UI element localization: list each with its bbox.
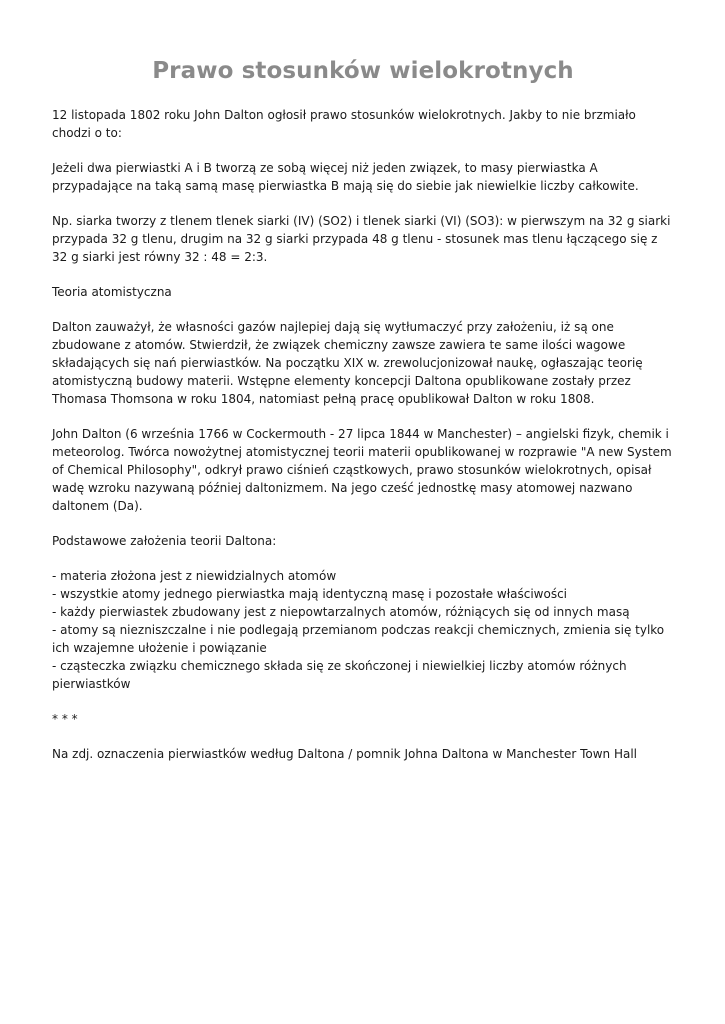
assumptions-heading: Podstawowe założenia teorii Daltona: <box>52 534 277 548</box>
list-item: - każdy pierwiastek zbudowany jest z niepowtarzalnych atomów, różniących się od innych masą <box>52 605 630 619</box>
paragraph-gap <box>52 266 674 283</box>
photo-caption: Na zdj. oznaczenia pierwiastków według Daltona / pomnik Johna Daltona w Manchester Town Hall <box>52 747 637 761</box>
paragraph-gap <box>52 142 674 159</box>
theory-paragraph: Dalton zauważył, że własności gazów najlepiej dają się wytłumaczyć przy założeniu, iż są one zbudowane z atomów. Stwierdził, że związek chemiczny zawsze zawiera te same ilości wagowe składających się nań pierwiastków. Na początku XIX w. zrewolucjonizował naukę, ogłaszając teorię atomistyczną budowy materii. Wstępne elementy koncepcji Daltona opublikowane zostały przez Thomasa Thomsona w roku 1804, natomiast pełną pracę opublikował Dalton w roku 1808. <box>52 320 643 406</box>
paragraph-gap <box>52 301 674 318</box>
section-heading: Teoria atomistyczna <box>52 285 172 299</box>
example-paragraph: Np. siarka tworzy z tlenem tlenek siarki (IV) (SO2) i tlenek siarki (VI) (SO3): w pierwszym na 32 g siarki przypada 32 g tlenu, drugim na 32 g siarki przypada 48 g tlenu - stosunek mas tlenu łączącego się z 32 g siarki jest równy 32 : 48 = 2:3. <box>52 214 671 264</box>
paragraph-gap <box>52 728 674 745</box>
list-item: - wszystkie atomy jednego pierwiastka mają identyczną masę i pozostałe właściwości <box>52 587 568 601</box>
paragraph-gap <box>52 693 674 710</box>
intro-paragraph: 12 listopada 1802 roku John Dalton ogłosił prawo stosunków wielokrotnych. Jakby to nie brzmiało chodzi o to: <box>52 108 636 140</box>
assumptions-list <box>52 567 674 693</box>
law-paragraph: Jeżeli dwa pierwiastki A i B tworzą ze sobą więcej niż jeden związek, to masy pierwiastka A przypadające na taką samą masę pierwiastka B mają się do siebie jak niewielkie liczby całkowite. <box>52 161 639 193</box>
biography-paragraph: John Dalton (6 września 1766 w Cockermouth - 27 lipca 1844 w Manchester) – angielski fizyk, chemik i meteorolog. Twórca nowożytnej atomistycznej teorii materii opublikowanej w rozprawie "A new System of Chemical Philosophy", odkrył prawo ciśnień cząstkowych, prawo stosunków wielokrotnych, opisał wadę wzroku nazywaną później daltonizmem. Na jego cześć jednostkę masy atomowej nazwano daltonem (Da). <box>52 427 672 513</box>
list-item: - materia złożona jest z niewidzialnych atomów <box>52 569 337 583</box>
paragraph-gap <box>52 550 674 567</box>
separator: * * * <box>52 712 78 726</box>
paragraph-gap <box>52 408 674 425</box>
list-item: - atomy są niezniszczalne i nie podlegają przemianom podczas reakcji chemicznych, zmienia się tylko ich wzajemne ułożenie i powiązanie <box>52 623 665 655</box>
paragraph-gap <box>52 195 674 212</box>
list-item: - cząsteczka związku chemicznego składa się ze skończonej i niewielkiej liczby atomów różnych pierwiastków <box>52 659 627 691</box>
document-title: Prawo stosunków wielokrotnych <box>152 58 574 84</box>
paragraph-gap <box>52 515 674 532</box>
